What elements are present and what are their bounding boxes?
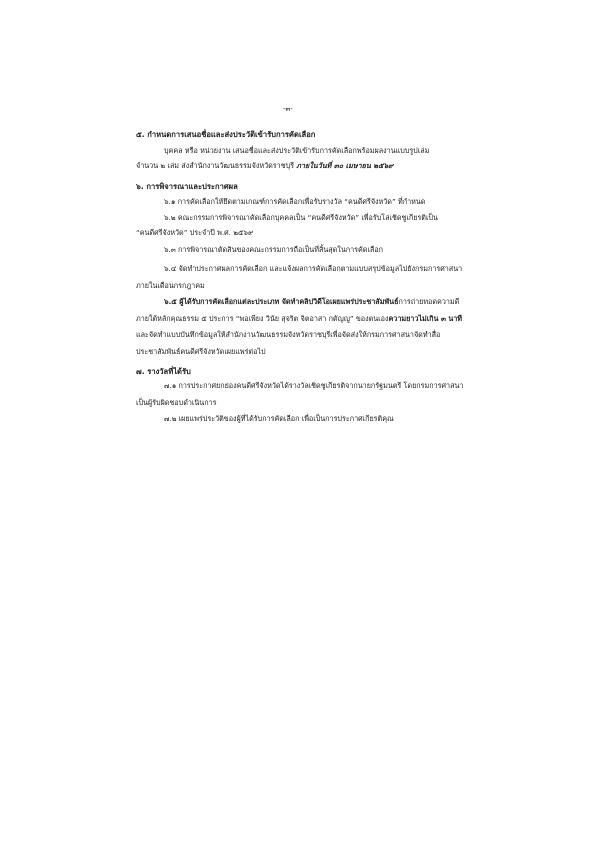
section-6-item-2-line-2: “คนดีศรีจังหวัด” ประจำปี พ.ศ. ๒๕๖๙ [136,228,254,237]
page-number: -๓- [283,105,293,113]
section-5-heading: ๕. กำหนดการเสนอชื่อและส่งประวัติเข้ารับการคัดเลือก [136,130,316,139]
section-6-item-5-line-2-plain: ภายใต้หลักคุณธรรม ๕ ประการ “พอเพียง วินัย สุจริต จิตอาสา กตัญญู” ของตนเอง [136,314,389,323]
section-6-item-1: ๖.๑ การคัดเลือกให้ยึดตามเกณฑ์การคัดเลือกเพื่อรับรางวัล “คนดีศรีจังหวัด” ที่กำหนด [164,197,426,206]
section-7-item-1-line-1: ๗.๑ การประกาศยกย่องคนดีศรีจังหวัดได้รางวัลเชิดชูเกียรติจากนายกรัฐมนตรี โดยกรมการศาสนา [164,381,464,390]
section-6-item-5-length: ความยาวไม่เกิน ๓ นาที [388,314,463,323]
section-6-item-4-line-2: ภายในเดือนกรกฎาคม [136,281,205,290]
section-7-heading: ๗. รางวัลที่ได้รับ [136,367,191,376]
section-7-item-2: ๗.๒ เผยแพร่ประวัติของผู้ที่ได้รับการคัดเลือก เพื่อเป็นการประกาศเกียรติคุณ [164,414,394,423]
section-5-line-2-plain: จำนวน ๒ เล่ม ส่งสำนักงานวัฒนธรรมจังหวัดราชบุรี [136,161,297,170]
section-6-item-5-line-2 [136,314,462,323]
section-6-item-3: ๖.๓ การพิจารณาตัดสินของคณะกรรมการถือเป็นที่สิ้นสุดในการคัดเลือก [164,245,383,254]
section-6-item-4-line-1: ๖.๔ จัดทำประกาศผลการคัดเลือก และแจ้งผลการคัดเลือกตามแบบสรุปข้อมูลไปยังกรมการศาสนา [164,264,463,273]
section-6-item-2-line-1: ๖.๒ คณะกรรมการพิจารณาคัดเลือกบุคคลเป็น “คนดีศรีจังหวัด” เพื่อรับโล่เชิดชูเกียรติเป็น [164,213,438,222]
section-6-item-5-line-3: และจัดทำแบบบันทึกข้อมูลให้สำนักงานวัฒนธรรมจังหวัดราชบุรีเพื่อจัดส่งให้กรมการศาสนาจัดทำสื่อ [136,330,441,339]
section-6-heading: ๖. การพิจารณาและประกาศผล [136,182,238,191]
section-5-line-1: บุคคล หรือ หน่วยงาน เสนอชื่อและส่งประวัติเข้ารับการคัดเลือกพร้อมผลงานแบบรูปเล่ม [164,146,430,155]
section-6-item-5-bold: ๖.๕ ผู้ได้รับการคัดเลือกแต่ละประเภท จัดทำคลิปวิดีโอเผยแพร่ประชาสัมพันธ์ [164,297,399,306]
section-6-item-5-line-4: ประชาสัมพันธ์คนดีศรีจังหวัดเผยแพร่ต่อไป [136,347,266,356]
section-6-item-5-line-1 [164,297,459,306]
section-6-item-5-rest: การถ่ายทอดความดี [398,297,460,306]
section-5-line-2 [136,161,393,170]
section-5-deadline: ภายในวันที่ ๓๐ เมษายน ๒๕๖๙ [296,161,394,170]
section-7-item-1-line-2: เป็นผู้รับผิดชอบดำเนินการ [136,398,217,407]
